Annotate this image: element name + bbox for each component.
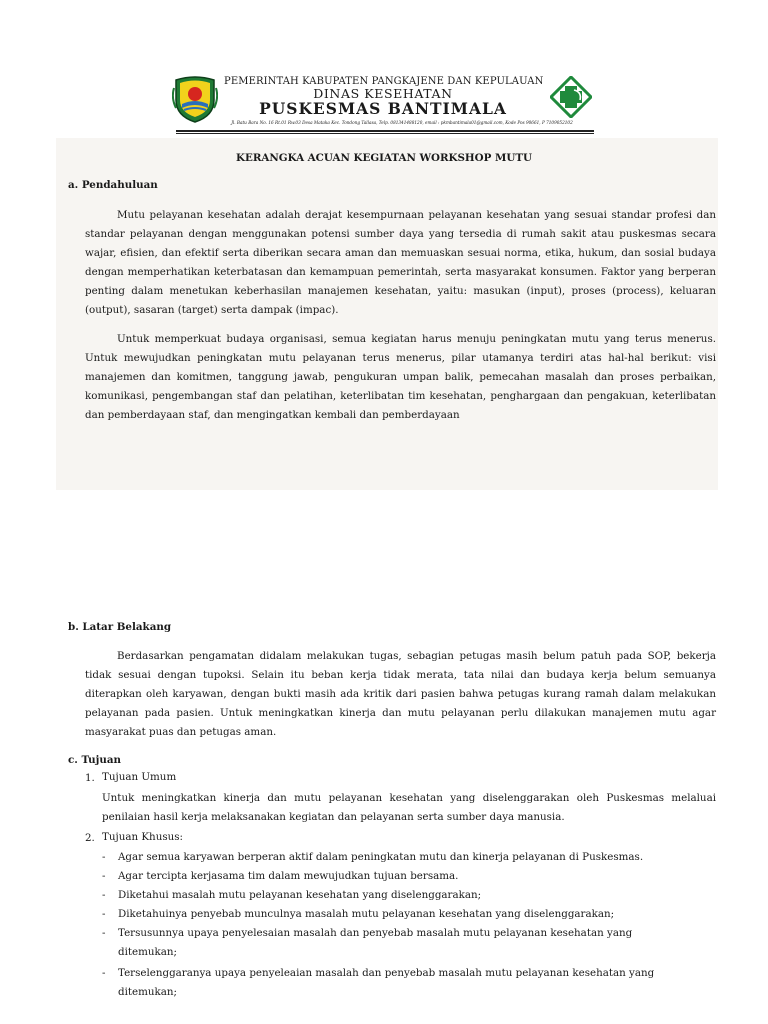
section-c-heading: c. Tujuan [68,754,122,766]
tujuan-khusus-label: Tujuan Khusus: [102,831,183,843]
tujuan-umum-label: Tujuan Umum [102,771,177,783]
list-item-text: Diketahuinya penyebab munculnya masalah mutu pelayanan kesehatan yang diselenggarakan; [118,908,615,920]
header-government-line: PEMERINTAH KABUPATEN PANGKAJENE DAN KEPULAUAN [224,76,544,87]
list-item-text: Terselenggaranya upaya penyeleaian masalah dan penyebab masalah mutu pelayanan kesehatan yang ditemukan; [118,967,655,998]
section-a-paragraph-2-text: Untuk memperkuat budaya organisasi, semua kegiatan harus menuju peningkatan mutu yang terus menerus. Untuk mewujudkan peningkatan mutu pelayanan terus menerus, pilar utamanya terdiri atas hal-hal berikut: visi manajemen dan komitmen, tanggung jawab, pengukuran umpan balik, pemecahan masalah dan proses perbaikan, komunikasi, pengembangan staf dan pelatihan, keterlibatan tim kesehatan, penghargaan dan pengakuan, keterlibatan dan pemberdayaan staf, dan mengingatkan kembali dan pemberdayaan [85,333,716,421]
document-title: KERANGKA ACUAN KEGIATAN WORKSHOP MUTU [236,152,532,164]
section-a-paragraph-2 [85,330,716,425]
list-number-1: 1. [85,772,95,784]
list-item-text: Agar semua karyawan berperan aktif dalam peningkatan mutu dan kinerja pelayanan di Puskesmas. [118,851,644,863]
list-item [102,924,662,962]
header-office-line: DINAS KESEHATAN [313,86,453,101]
section-a-paragraph-1-text: Mutu pelayanan kesehatan adalah derajat kesempurnaan pelayanan kesehatan yang sesuai standar profesi dan standar pelayanan dengan menggunakan potensi sumber daya yang tersedia di rumah sakit atau puskesmas secara wajar, efisien, dan efektif serta diberikan secara aman dan memuaskan sesuai norma, etika, hukum, dan sosial budaya dengan memperhatikan keterbatasan dan kemampuan pemerintah, serta masyarakat konsumen. Faktor yang berperan penting dalam menetukan keberhasilan manajemen kesehatan, yaitu: masukan (input), proses (process), keluaran (output), sasaran (target) serta dampak (impac). [85,209,716,316]
list-item-text: Tersusunnya upaya penyelesaian masalah dan penyebab masalah mutu pelayanan kesehatan yang ditemukan; [118,927,633,958]
bullet-dash: - [102,870,106,882]
list-item [102,848,722,867]
bullet-dash: - [102,851,106,863]
section-a-paragraph-1 [85,206,716,320]
header-puskesmas-name: PUSKESMAS BANTIMALA [259,99,507,118]
list-item [102,886,722,905]
header-rule-thin [176,133,594,134]
section-b-paragraph-1-text: Berdasarkan pengamatan didalam melakukan tugas, sebagian petugas masih belum patuh pada SOP, bekerja tidak sesuai dengan tupoksi. Selain itu beban kerja tidak merata, tata nilai dan budaya kerja belum semuanya diterapkan oleh karyawan, dengan bukti masih ada kritik dari pasien bahwa petugas kurang ramah dalam melakukan pelayanan pada pasien. Untuk meningkatkan kinerja dan mutu pelayanan perlu dilakukan manajemen mutu agar masyarakat puas dan petugas aman. [85,650,716,738]
list-item [102,964,686,1002]
regency-emblem-icon [172,74,218,124]
list-item [102,905,722,924]
list-item-text: Agar tercipta kerjasama tim dalam mewujudkan tujuan bersama. [118,870,459,882]
list-item-text: Diketahui masalah mutu pelayanan kesehatan yang diselenggarakan; [118,889,482,901]
bullet-dash: - [102,967,106,979]
bullet-dash: - [102,889,106,901]
list-item [102,867,722,886]
section-b-paragraph-1 [85,647,716,742]
bullet-dash: - [102,908,106,920]
puskesmas-cross-icon [550,76,592,118]
list-number-2: 2. [85,832,95,844]
header-rule-thick [176,130,594,132]
header-address: Jl. Batu Bara No. 16 Rt.01 Rw.03 Desa Mataka Kec. Tondong Tallasa, Telp. 081341488120, email : pkmbantimala01@gmail.com, Kode Pos 90661, P 7109052102 [231,120,573,125]
bullet-dash: - [102,927,106,939]
section-a-heading: a. Pendahuluan [68,179,158,191]
tujuan-umum-text: Untuk meningkatkan kinerja dan mutu pelayanan kesehatan yang diselenggarakan oleh Puskesmas melaluai penilaian hasil kerja melaksanakan kegiatan dan pelayanan serta sumber daya manusia. [102,792,716,823]
section-b-heading: b. Latar Belakang [68,621,172,633]
